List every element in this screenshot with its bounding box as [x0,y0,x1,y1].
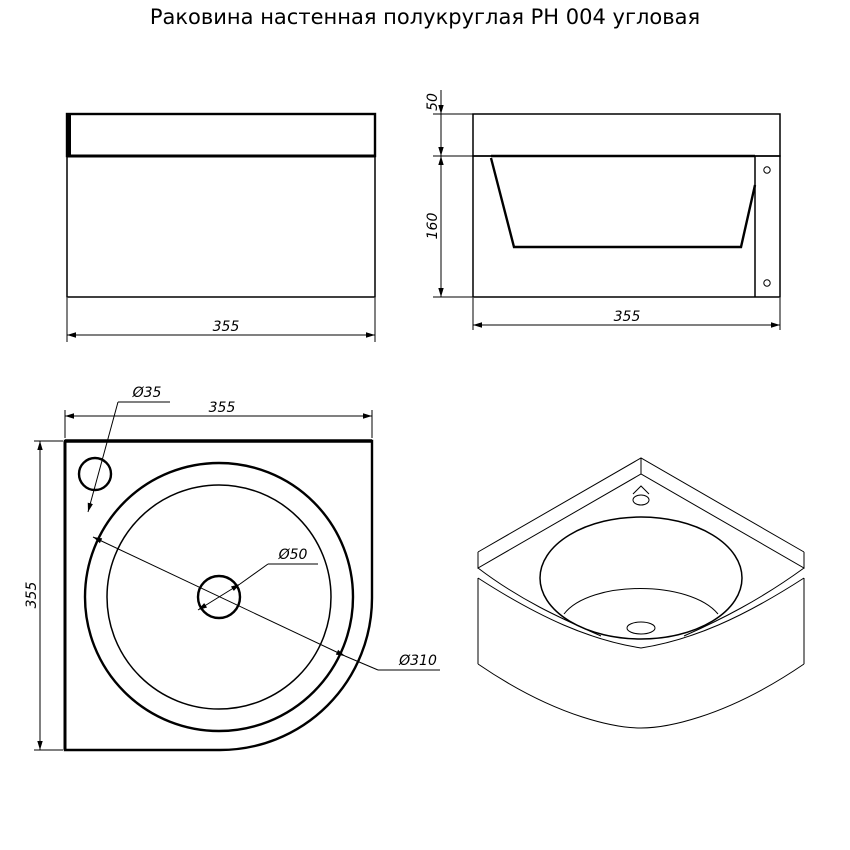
bowl-height-dimension: 160 [425,212,441,240]
iso-bowl-rim [540,517,742,639]
plan-height-dimension: 355 [24,581,40,609]
mount-hole-lower [764,280,770,286]
drawing-title: Раковина настенная полукруглая РН 004 угловая [149,5,701,29]
iso-tap-hole [633,495,649,505]
front-width-dimension: 355 [212,319,240,335]
front-view [67,114,375,342]
plan-view [24,385,440,750]
bowl-diameter: Ø310 [399,653,437,669]
tap-hole-diameter: Ø35 [132,385,162,401]
drain-diameter: Ø50 [278,547,308,563]
side-view-rim [473,114,780,156]
top-height-dimension: 50 [425,93,441,111]
plan-width-dimension: 355 [208,400,236,416]
side-view-bowl-profile [491,158,755,247]
front-view-rim [67,114,375,156]
plan-outline [65,441,372,750]
front-view-body [67,156,375,297]
side-view [425,90,780,330]
mount-hole-upper [764,167,770,173]
side-view-body [473,156,780,297]
iso-drain [627,622,655,634]
isometric-view [478,458,804,728]
side-width-dimension: 355 [613,309,641,325]
